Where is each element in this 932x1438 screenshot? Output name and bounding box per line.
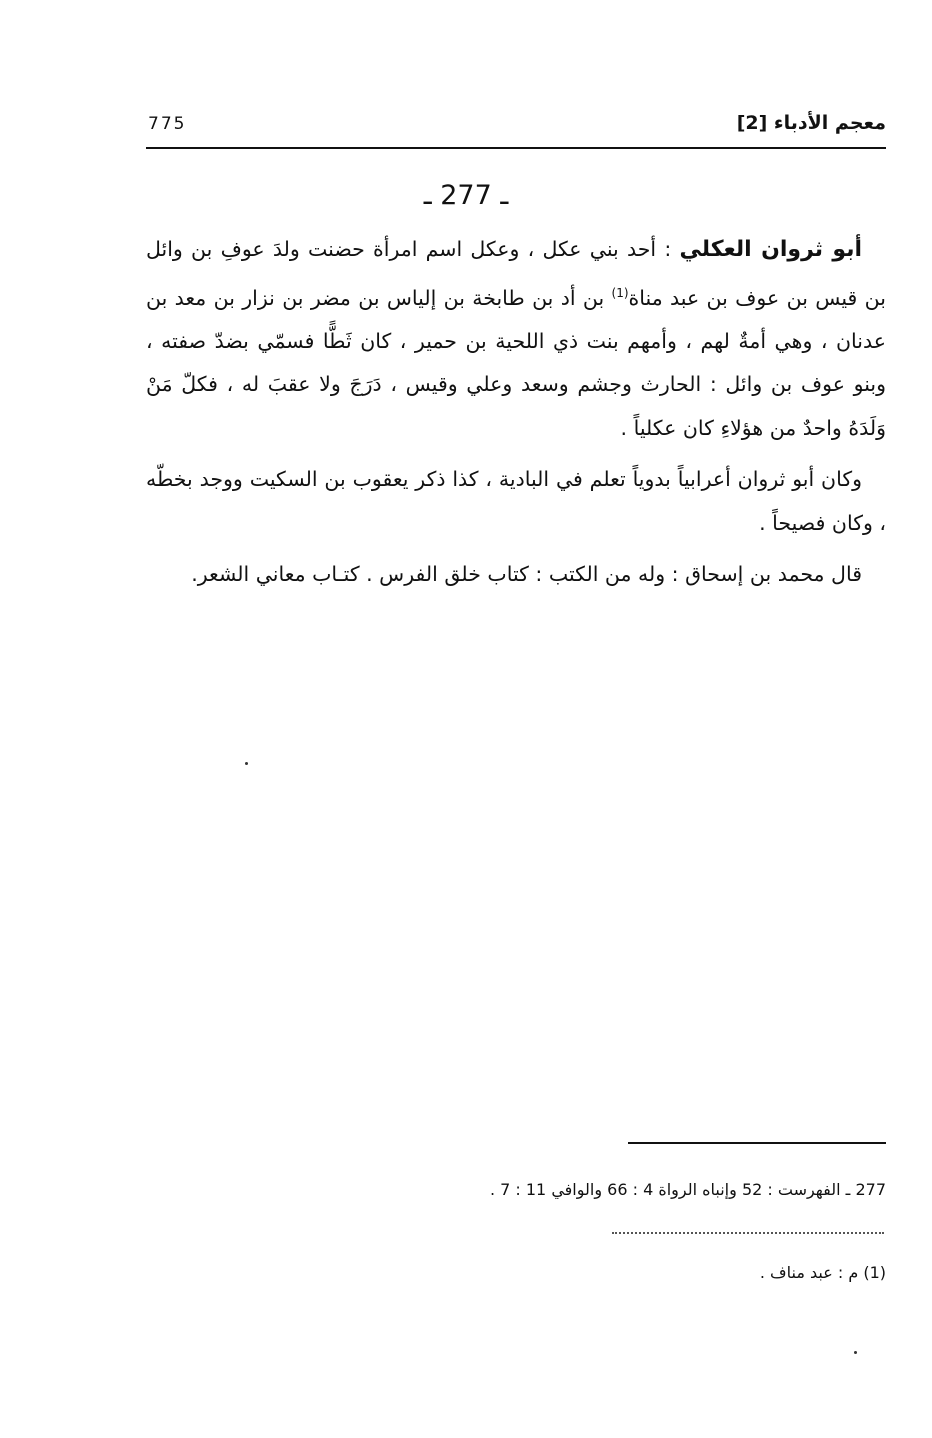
source-footnote: 277 ـ الفهرست : 52 وإنباه الرواة 4 : 66 والوافي 11 : 7 . bbox=[489, 1180, 886, 1199]
paragraph-1-text-a: : أحد بني عكل ، وعكل اسم امرأة حضنت ولدَ عوفِ بن وائل بن قيس بن عوف بن عبد مناة bbox=[146, 237, 886, 310]
paragraph-3: قال محمد بن إسحاق : وله من الكتب : كتاب خلق الفرس . كتـاب معاني الشعر. bbox=[191, 562, 862, 587]
paragraph-2: وكان أبو ثروان أعرابياً بدوياً تعلم في البادية ، كذا ذكر يعقوب بن السكيت ووجد بخطّه ، وكان فصيحاً . bbox=[146, 467, 886, 535]
paragraph-gap bbox=[146, 545, 886, 553]
stray-mark bbox=[854, 1351, 857, 1354]
header-rule bbox=[146, 147, 886, 149]
stray-mark bbox=[245, 762, 248, 765]
entry-body bbox=[146, 228, 886, 597]
footnote-reference: (1) bbox=[611, 285, 629, 300]
footnote-rule bbox=[628, 1142, 886, 1144]
paragraph-1-text-b: بن أد بن طابخة بن إلياس بن مضر بن نزار بن معد بن عدنان ، وهي أمةٌ لهم ، وأمهم بنت ذي اللحية بن حمير ، كان ثَطًّا فسمّي بضدّ صفته ، وبنو عوف بن وائل : الحارث وجشم وسعد وعلي وقيس ، دَرَجَ ولا عقبَ له ، فكلّ مَنْ وَلَدَهُ واحدٌ من هؤلاءِ كان عكلياً . bbox=[146, 285, 886, 440]
entry-number: ـ 277 ـ bbox=[423, 180, 509, 211]
entry-name: أبو ثروان العكلي bbox=[679, 237, 862, 262]
running-header-title: معجم الأدباء [2] bbox=[736, 112, 886, 134]
page-number: 775 bbox=[148, 114, 187, 134]
variant-footnote: (1) م : عبد مناف . bbox=[759, 1263, 886, 1282]
footnote-dotted-separator bbox=[612, 1232, 884, 1234]
paragraph-gap bbox=[146, 450, 886, 458]
running-header bbox=[148, 112, 886, 142]
paragraph-1 bbox=[146, 228, 886, 450]
